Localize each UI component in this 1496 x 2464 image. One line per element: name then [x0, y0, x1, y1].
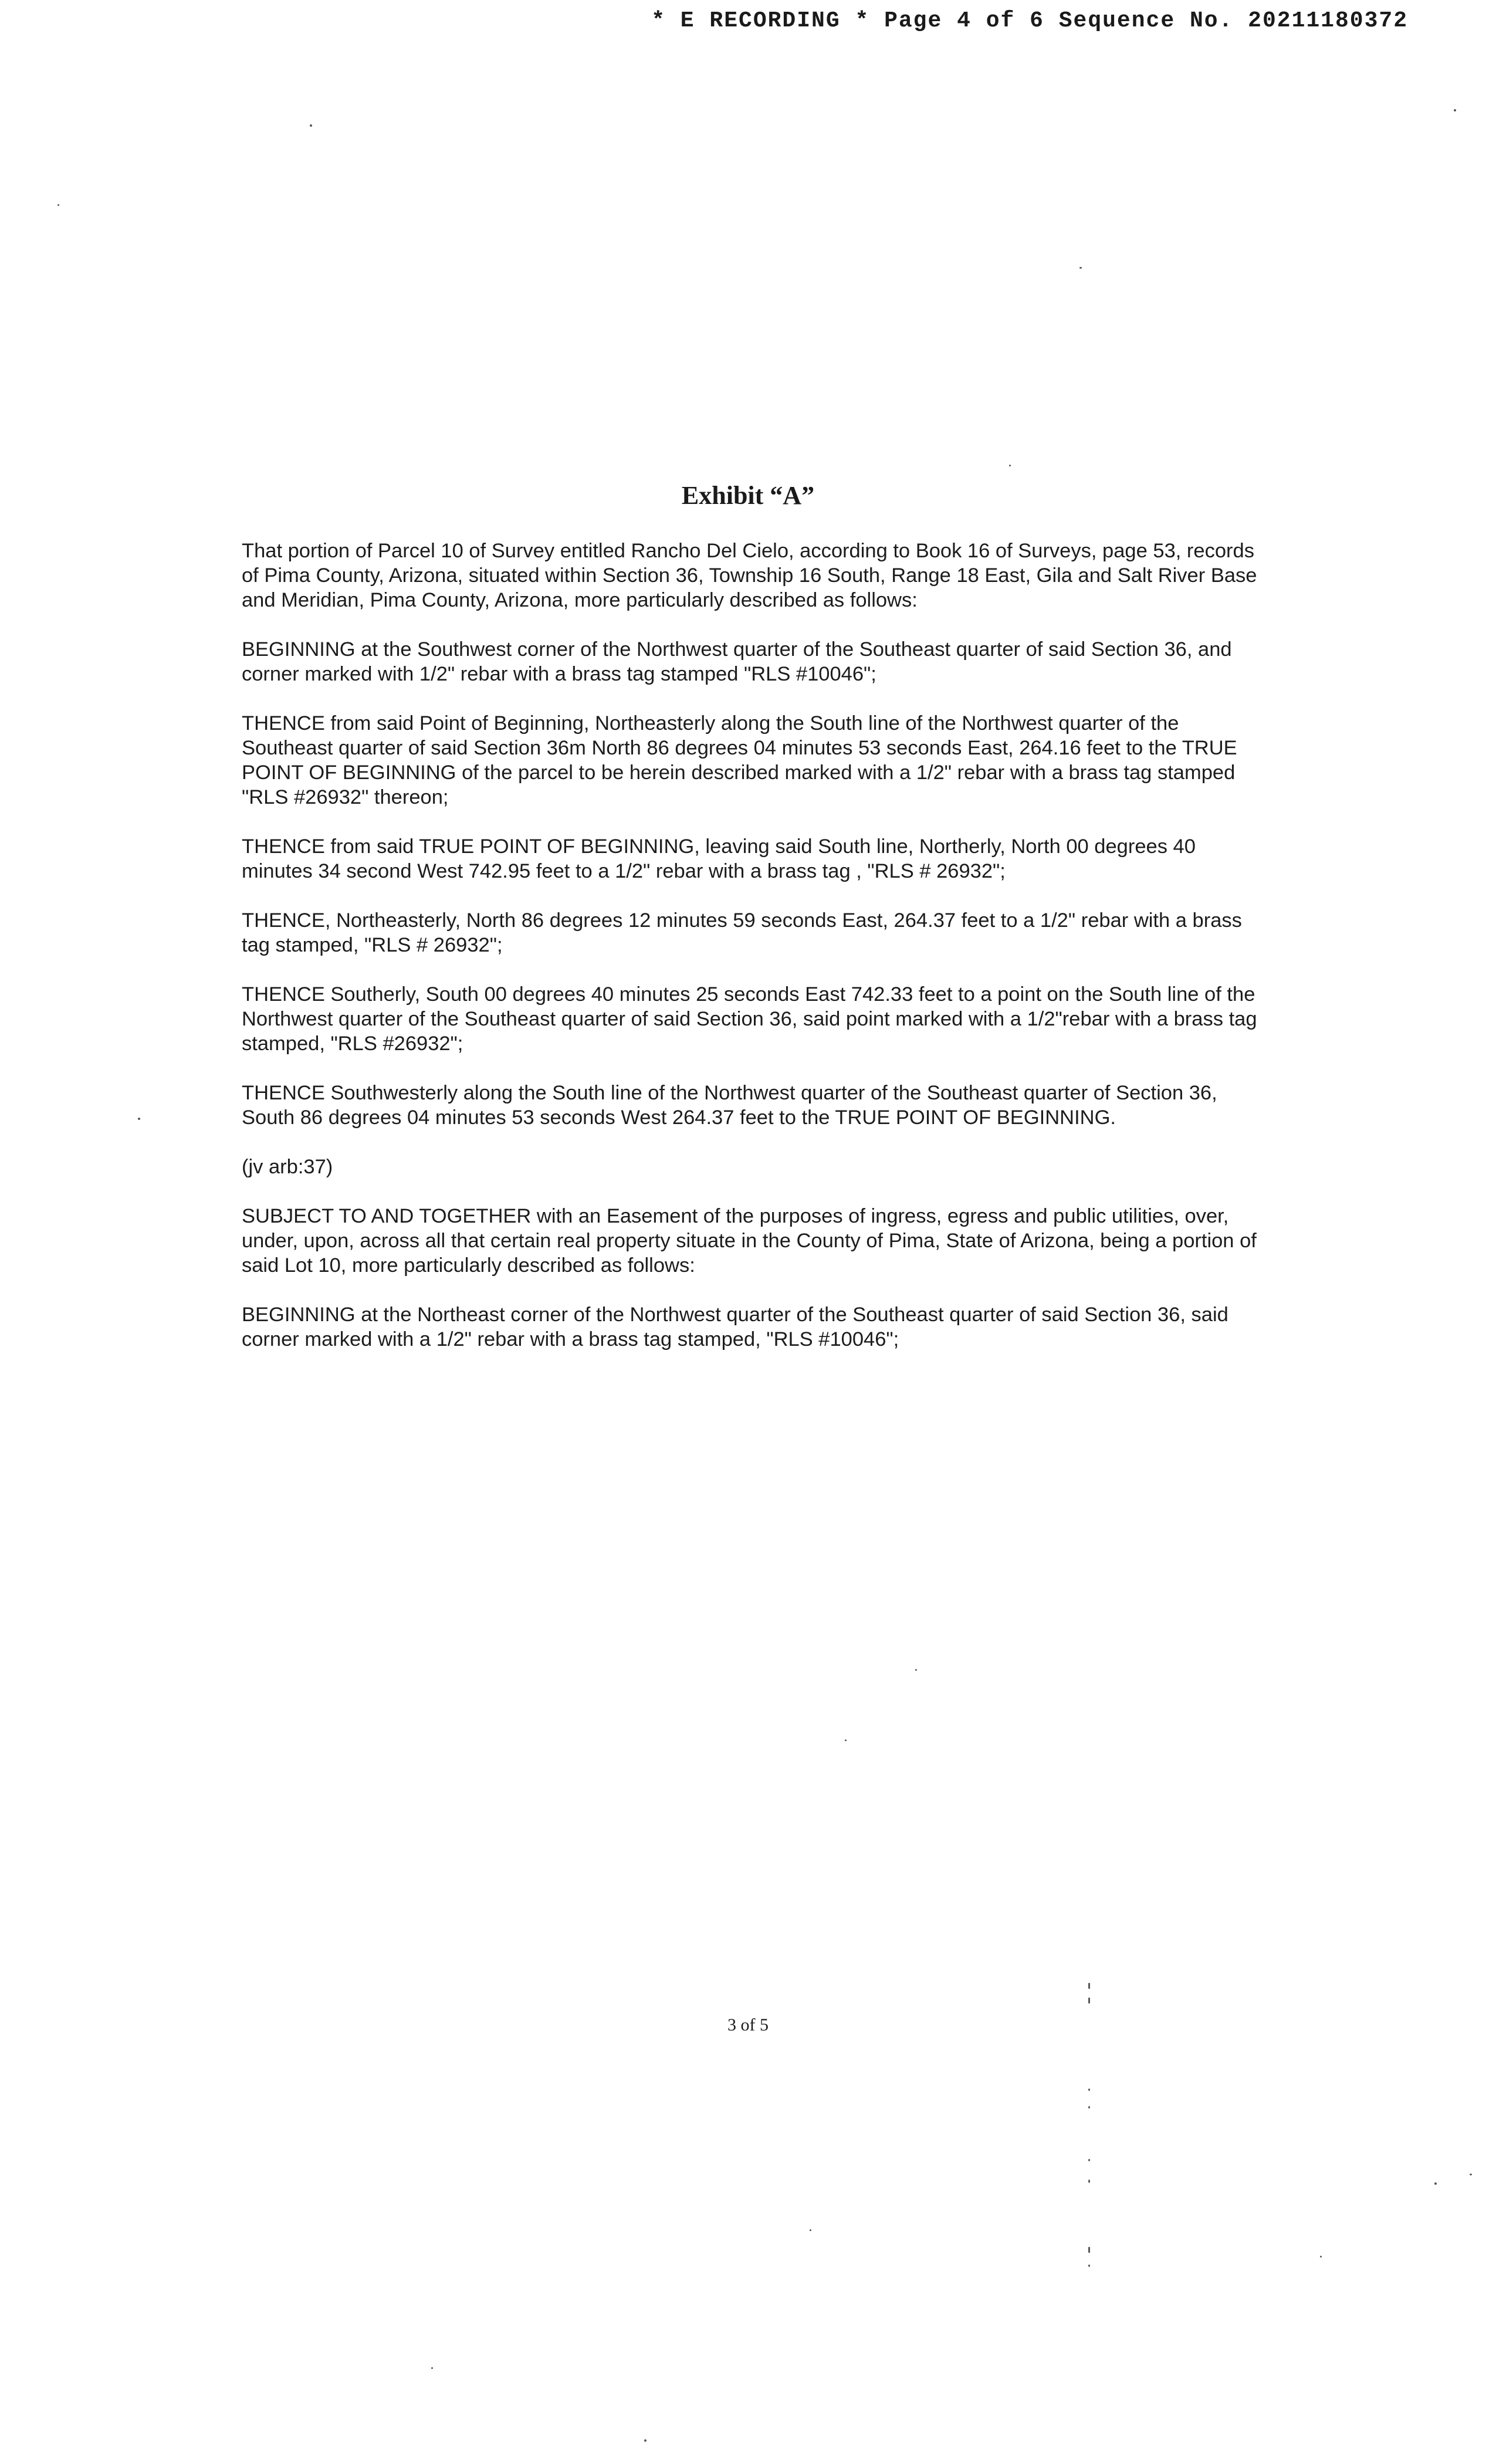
legal-paragraph: BEGINNING at the Northeast corner of the Northwest quarter of the Southeast quarter of said Section 36, said corner marked with a 1/2" rebar with a brass tag stamped, "RLS #10046"; [242, 1304, 1228, 1351]
scan-speck [1088, 1998, 1090, 2003]
legal-paragraph: THENCE Southerly, South 00 degrees 40 minutes 25 seconds East 742.33 feet to a point on the South line of the Northwest quarter of the Southeast quarter of said Section 36, said point marked with a 1/2"rebar with a brass tag stamped, "RLS #26932"; [242, 983, 1257, 1055]
scan-speck [1088, 2089, 1090, 2091]
scan-speck [1079, 267, 1082, 269]
scan-speck [1454, 109, 1456, 111]
legal-paragraph: (jv arb:37) [242, 1156, 333, 1178]
scan-speck [1088, 2179, 1090, 2183]
scan-speck [1434, 2182, 1437, 2185]
legal-paragraph: THENCE Southwesterly along the South line of the Northwest quarter of the Southeast quarter of Section 36, South 86 degrees 04 minutes 53 seconds West 264.37 feet to the TRUE POINT OF BEGINNING. [242, 1082, 1217, 1129]
scan-speck [1088, 2159, 1090, 2161]
scan-speck [1320, 2256, 1322, 2257]
legal-paragraph: THENCE, Northeasterly, North 86 degrees 12 minutes 59 seconds East, 264.37 feet to a 1/2" rebar with a brass tag stamped, "RLS # 26932"; [242, 909, 1242, 956]
scan-speck [1088, 2265, 1090, 2267]
scan-speck [845, 1739, 847, 1741]
recording-header: * E RECORDING * Page 4 of 6 Sequence No. 20211180372 [651, 8, 1408, 33]
scan-speck [644, 2439, 647, 2442]
legal-paragraph: BEGINNING at the Southwest corner of the Northwest quarter of the Southeast quarter of said Section 36, and corner marked with 1/2" rebar with a brass tag stamped "RLS #10046"; [242, 638, 1232, 685]
scan-speck [810, 2229, 811, 2231]
scan-speck [1088, 2247, 1090, 2253]
legal-description [242, 539, 1263, 1376]
scan-speck [1470, 2174, 1472, 2175]
exhibit-title: Exhibit “A” [681, 481, 815, 510]
scan-speck [431, 2367, 433, 2369]
legal-paragraph: That portion of Parcel 10 of Survey entitled Rancho Del Cielo, according to Book 16 of Surveys, page 53, records of Pima County, Arizona, situated within Section 36, Township 16 South, Range 18 East, Gila and Salt River Base and Meridian, Pima County, Arizona, more particularly described as follows: [242, 540, 1257, 611]
legal-paragraph: THENCE from said TRUE POINT OF BEGINNING, leaving said South line, Northerly, North 00 degrees 40 minutes 34 second West 742.95 feet to a 1/2" rebar with a brass tag , "RLS # 26932"; [242, 835, 1196, 882]
scan-speck [57, 204, 59, 206]
scan-speck [310, 124, 312, 127]
legal-paragraph: SUBJECT TO AND TOGETHER with an Easement of the purposes of ingress, egress and public utilities, over, under, upon, across all that certain real property situate in the County of Pima, State of Arizona, being a portion of said Lot 10, more particularly described as follows: [242, 1205, 1257, 1277]
legal-paragraph: THENCE from said Point of Beginning, Northeasterly along the South line of the Northwest quarter of the Southeast quarter of said Section 36m North 86 degrees 04 minutes 53 seconds East, 264.16 feet to the TRUE POINT OF BEGINNING of the parcel to be herein described marked with a 1/2" rebar with a brass tag stamped "RLS #26932" thereon; [242, 712, 1237, 808]
scan-speck [138, 1118, 140, 1120]
scan-speck [1088, 1983, 1090, 1989]
scan-speck [1088, 2106, 1090, 2108]
scan-speck [915, 1669, 917, 1671]
scan-speck [1009, 465, 1011, 466]
page-number: 3 of 5 [727, 2015, 769, 2035]
